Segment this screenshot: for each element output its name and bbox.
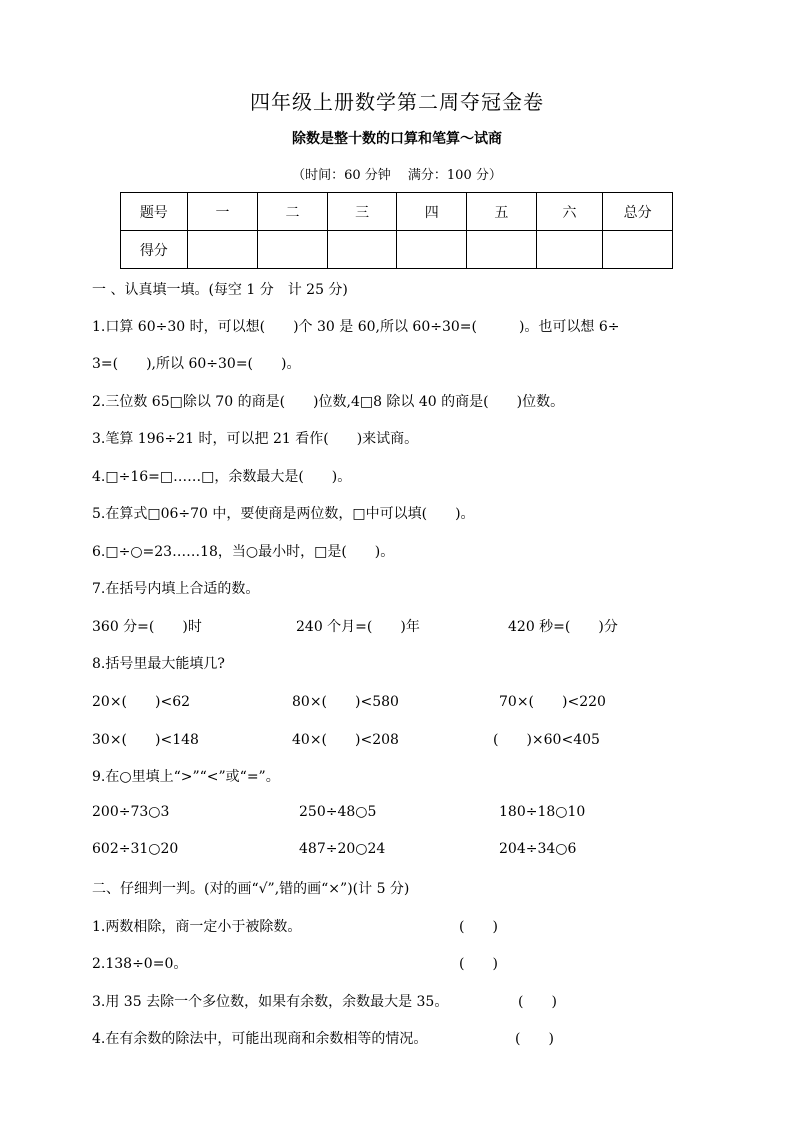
page-subtitle: 除数是整十数的口算和笔算～试商 [292,131,502,147]
judge-answer-paren[interactable]: ( ) [459,956,498,972]
q9-item: 487÷20○24 [299,841,386,857]
question-9: 9.在○里填上“>”“<”或“=”。 [92,769,280,785]
time-info: （时间：60 分钟 满分：100 分） [292,168,502,183]
score-header-cell: 二 [258,193,328,231]
q7-item: 360 分=( )时 [92,619,202,635]
judge-answer-paren[interactable]: ( ) [459,919,498,935]
score-header-cell: 题号 [121,193,188,231]
judge-item: 1.两数相除，商一定小于被除数。 [92,919,302,935]
judge-item: 4.在有余数的除法中，可能出现商和余数相等的情况。 [92,1031,428,1047]
score-row-label: 得分 [121,231,188,269]
score-cell[interactable] [603,231,673,269]
q7-item: 240 个月=( )年 [296,619,420,635]
score-table-score-row [121,231,673,269]
score-header-cell: 五 [467,193,537,231]
q9-item: 204÷34○6 [499,841,577,857]
section1-heading: 一 、认真填一填。(每空 1 分 计 25 分) [92,282,348,298]
question-5: 5.在算式□06÷70 中，要使商是两位数，□中可以填( )。 [92,506,475,522]
page-title: 四年级上册数学第二周夺冠金卷 [250,90,544,114]
q9-item: 180÷18○10 [499,804,586,820]
score-cell[interactable] [397,231,467,269]
q7-item: 420 秒=( )分 [508,619,618,635]
question-4: 4.□÷16=□……□，余数最大是( )。 [92,469,352,485]
judge-answer-paren[interactable]: ( ) [518,994,557,1010]
score-header-cell: 三 [327,193,397,231]
score-cell[interactable] [327,231,397,269]
q8-item: 20×( )<62 [92,694,191,710]
q9-item: 250÷48○5 [299,804,377,820]
question-2: 2.三位数 65□除以 70 的商是( )位数,4□8 除以 40 的商是( )位数。 [92,394,565,410]
score-table [120,192,673,269]
section2-heading: 二、仔细判一判。(对的画“√”,错的画“×”)(计 5 分) [92,881,410,897]
q8-item: 40×( )<208 [292,732,399,748]
question-3: 3.笔算 196÷21 时，可以把 21 看作( )来试商。 [92,431,419,447]
score-cell[interactable] [258,231,328,269]
question-8: 8.括号里最大能填几? [92,656,225,672]
question-1-line1: 1.口算 60÷30 时，可以想( )个 30 是 60,所以 60÷30=( )。也可以想 6÷ [92,319,620,335]
q8-item: ( )×60<405 [493,732,600,748]
score-header-cell: 四 [397,193,467,231]
score-cell[interactable] [187,231,258,269]
q9-item: 200÷73○3 [92,804,170,820]
judge-item: 3.用 35 去除一个多位数，如果有余数，余数最大是 35。 [92,994,449,1010]
question-1-line2: 3=( ),所以 60÷30=( )。 [92,356,301,372]
score-table-header-row [121,193,673,231]
score-header-cell: 六 [536,193,603,231]
q9-item: 602÷31○20 [92,841,179,857]
judge-answer-paren[interactable]: ( ) [515,1031,554,1047]
score-header-cell: 一 [187,193,258,231]
score-cell[interactable] [467,231,537,269]
score-header-cell: 总分 [603,193,673,231]
question-7: 7.在括号内填上合适的数。 [92,581,260,597]
score-cell[interactable] [536,231,603,269]
q8-item: 80×( )<580 [292,694,399,710]
q8-item: 70×( )<220 [499,694,606,710]
q8-item: 30×( )<148 [92,732,199,748]
judge-item: 2.138÷0=0。 [92,956,188,972]
question-6: 6.□÷○=23……18，当○最小时，□是( )。 [92,544,395,560]
